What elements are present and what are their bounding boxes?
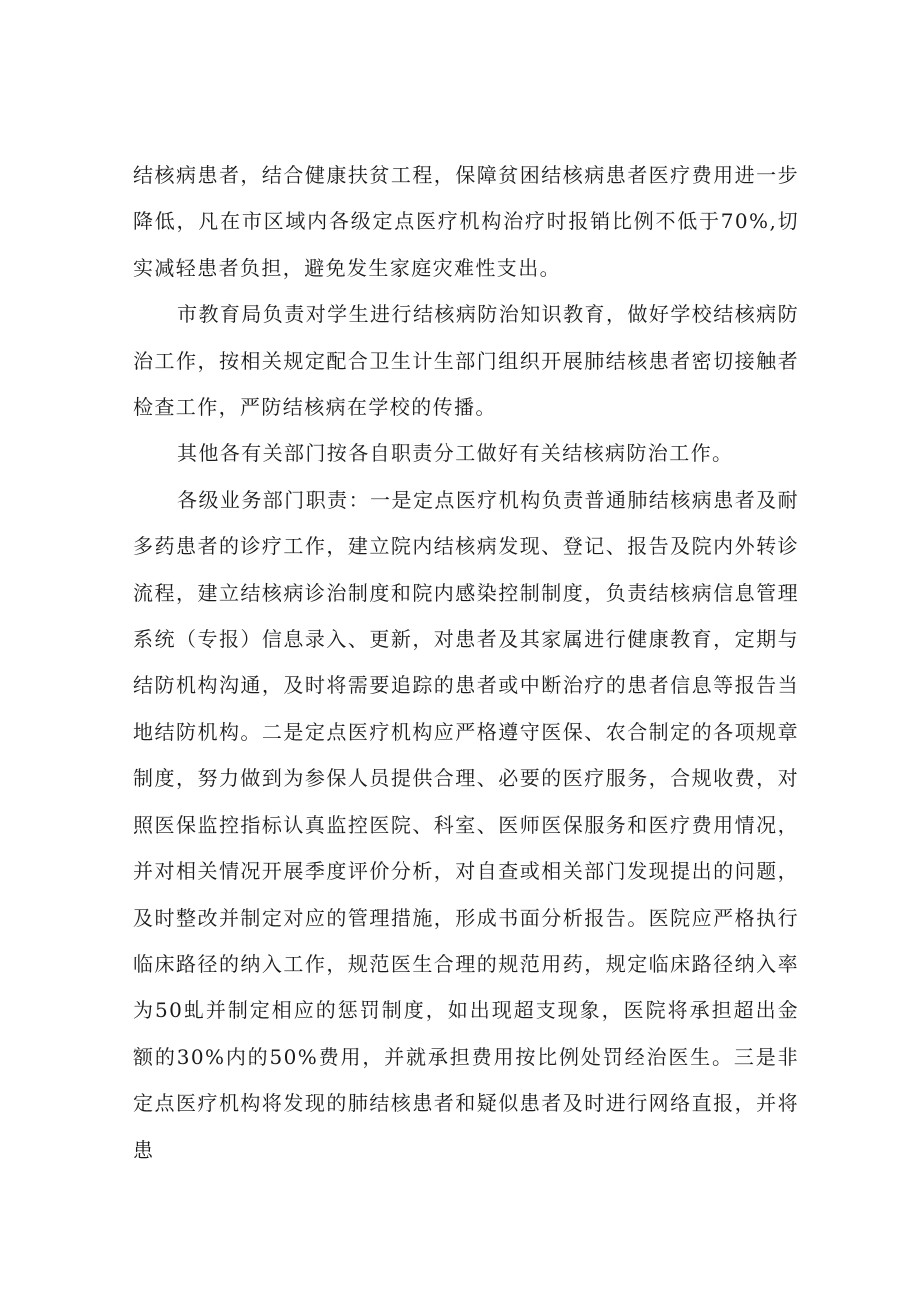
paragraph-4: 各级业务部门职责：一是定点医疗机构负责普通肺结核病患者及耐多药患者的诊疗工作，建立院内结核病发现、登记、报告及院内外转诊流程，建立结核病诊治制度和院内感染控制制度，负责结核病信息管理系统（专报）信息录入、更新，对患者及其家属进行健康教育，定期与结防机构沟通，及时将需要追踪的患者或中断治疗的患者信息等报告当地结防机构。二是定点医疗机构应严格遵守医保、农合制定的各项规章制度，努力做到为参保人员提供合理、必要的医疗服务，合规收费，对照医保监控指标认真监控医院、科室、医师医保服务和医疗费用情况，并对相关情况开展季度评价分析，对自查或相关部门发现提出的问题，及时整改并制定对应的管理措施，形成书面分析报告。医院应严格执行临床路径的纳入工作，规范医生合理的规范用药，规定临床路径纳入率为50虬并制定相应的惩罚制度，如出现超支现象，医院将承担超出金额的30%内的50%费用，并就承担费用按比例处罚经治医生。三是非定点医疗机构将发现的肺结核患者和疑似患者及时进行网络直报，并将患 xyxy=(133,487,799,1162)
paragraph-3: 其他各有关部门按各自职责分工做好有关结核病防治工作。 xyxy=(177,441,734,466)
document-body xyxy=(133,152,799,1173)
paragraph-2: 市教育局负责对学生进行结核病防治知识教育，做好学校结核病防治工作，按相关规定配合卫生计生部门组织开展肺结核患者密切接触者检查工作，严防结核病在学校的传播。 xyxy=(133,302,799,420)
paragraph-1: 结核病患者，结合健康扶贫工程，保障贫困结核病患者医疗费用进一步降低，凡在市区域内各级定点医疗机构治疗时报销比例不低于70%,切实减轻患者负担，避免发生家庭灾难性支出。 xyxy=(133,163,799,280)
